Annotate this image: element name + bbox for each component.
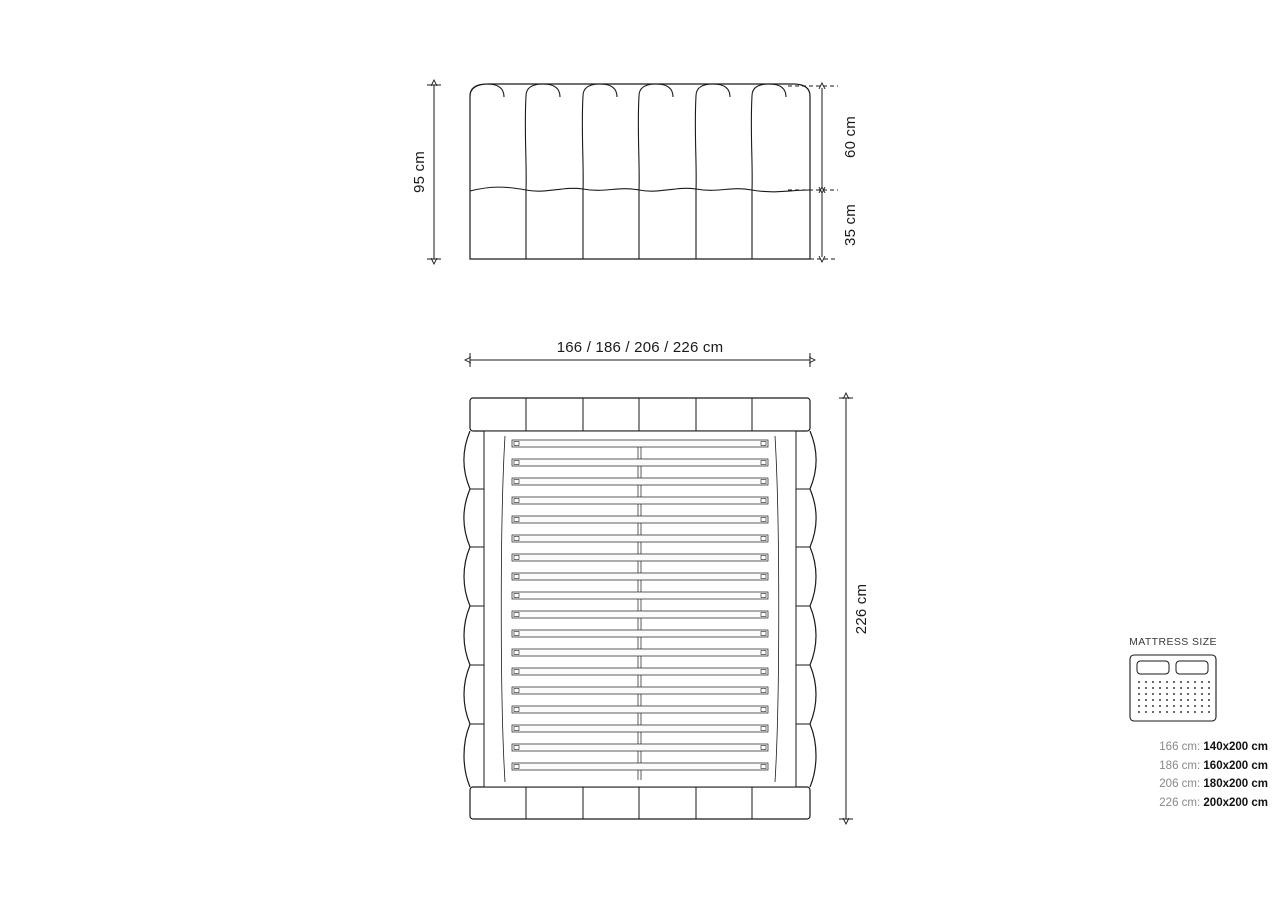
dimension-width	[470, 339, 810, 367]
mattress-size-legend	[1078, 636, 1268, 812]
list-item	[1078, 757, 1268, 776]
dimension-length	[839, 398, 870, 819]
legend-value: 160x200 cm	[1203, 759, 1268, 772]
legend-key: 186 cm:	[1159, 759, 1201, 772]
legend-value: 180x200 cm	[1203, 778, 1268, 790]
list-item	[1078, 794, 1268, 813]
legend-title: MATTRESS SIZE	[1129, 636, 1217, 648]
legend-value: 140x200 cm	[1203, 741, 1268, 753]
front-view-headboard	[470, 84, 810, 259]
top-view-bed	[464, 398, 816, 819]
legend-key: 166 cm:	[1159, 741, 1201, 753]
lower-section-label: 35 cm	[842, 204, 859, 246]
dimension-total-height	[411, 85, 441, 259]
total-height-label: 95 cm	[411, 151, 428, 193]
mattress-icon	[1129, 654, 1217, 722]
legend-key: 226 cm:	[1159, 796, 1201, 809]
legend-value: 200x200 cm	[1203, 796, 1268, 809]
length-label: 226 cm	[853, 583, 870, 635]
list-item	[1078, 738, 1268, 757]
legend-row-list	[1078, 738, 1268, 812]
list-item	[1078, 775, 1268, 794]
upper-section-label: 60 cm	[842, 116, 859, 158]
legend-key: 206 cm:	[1159, 778, 1201, 790]
width-label: 166 / 186 / 206 / 226 cm	[556, 339, 724, 356]
